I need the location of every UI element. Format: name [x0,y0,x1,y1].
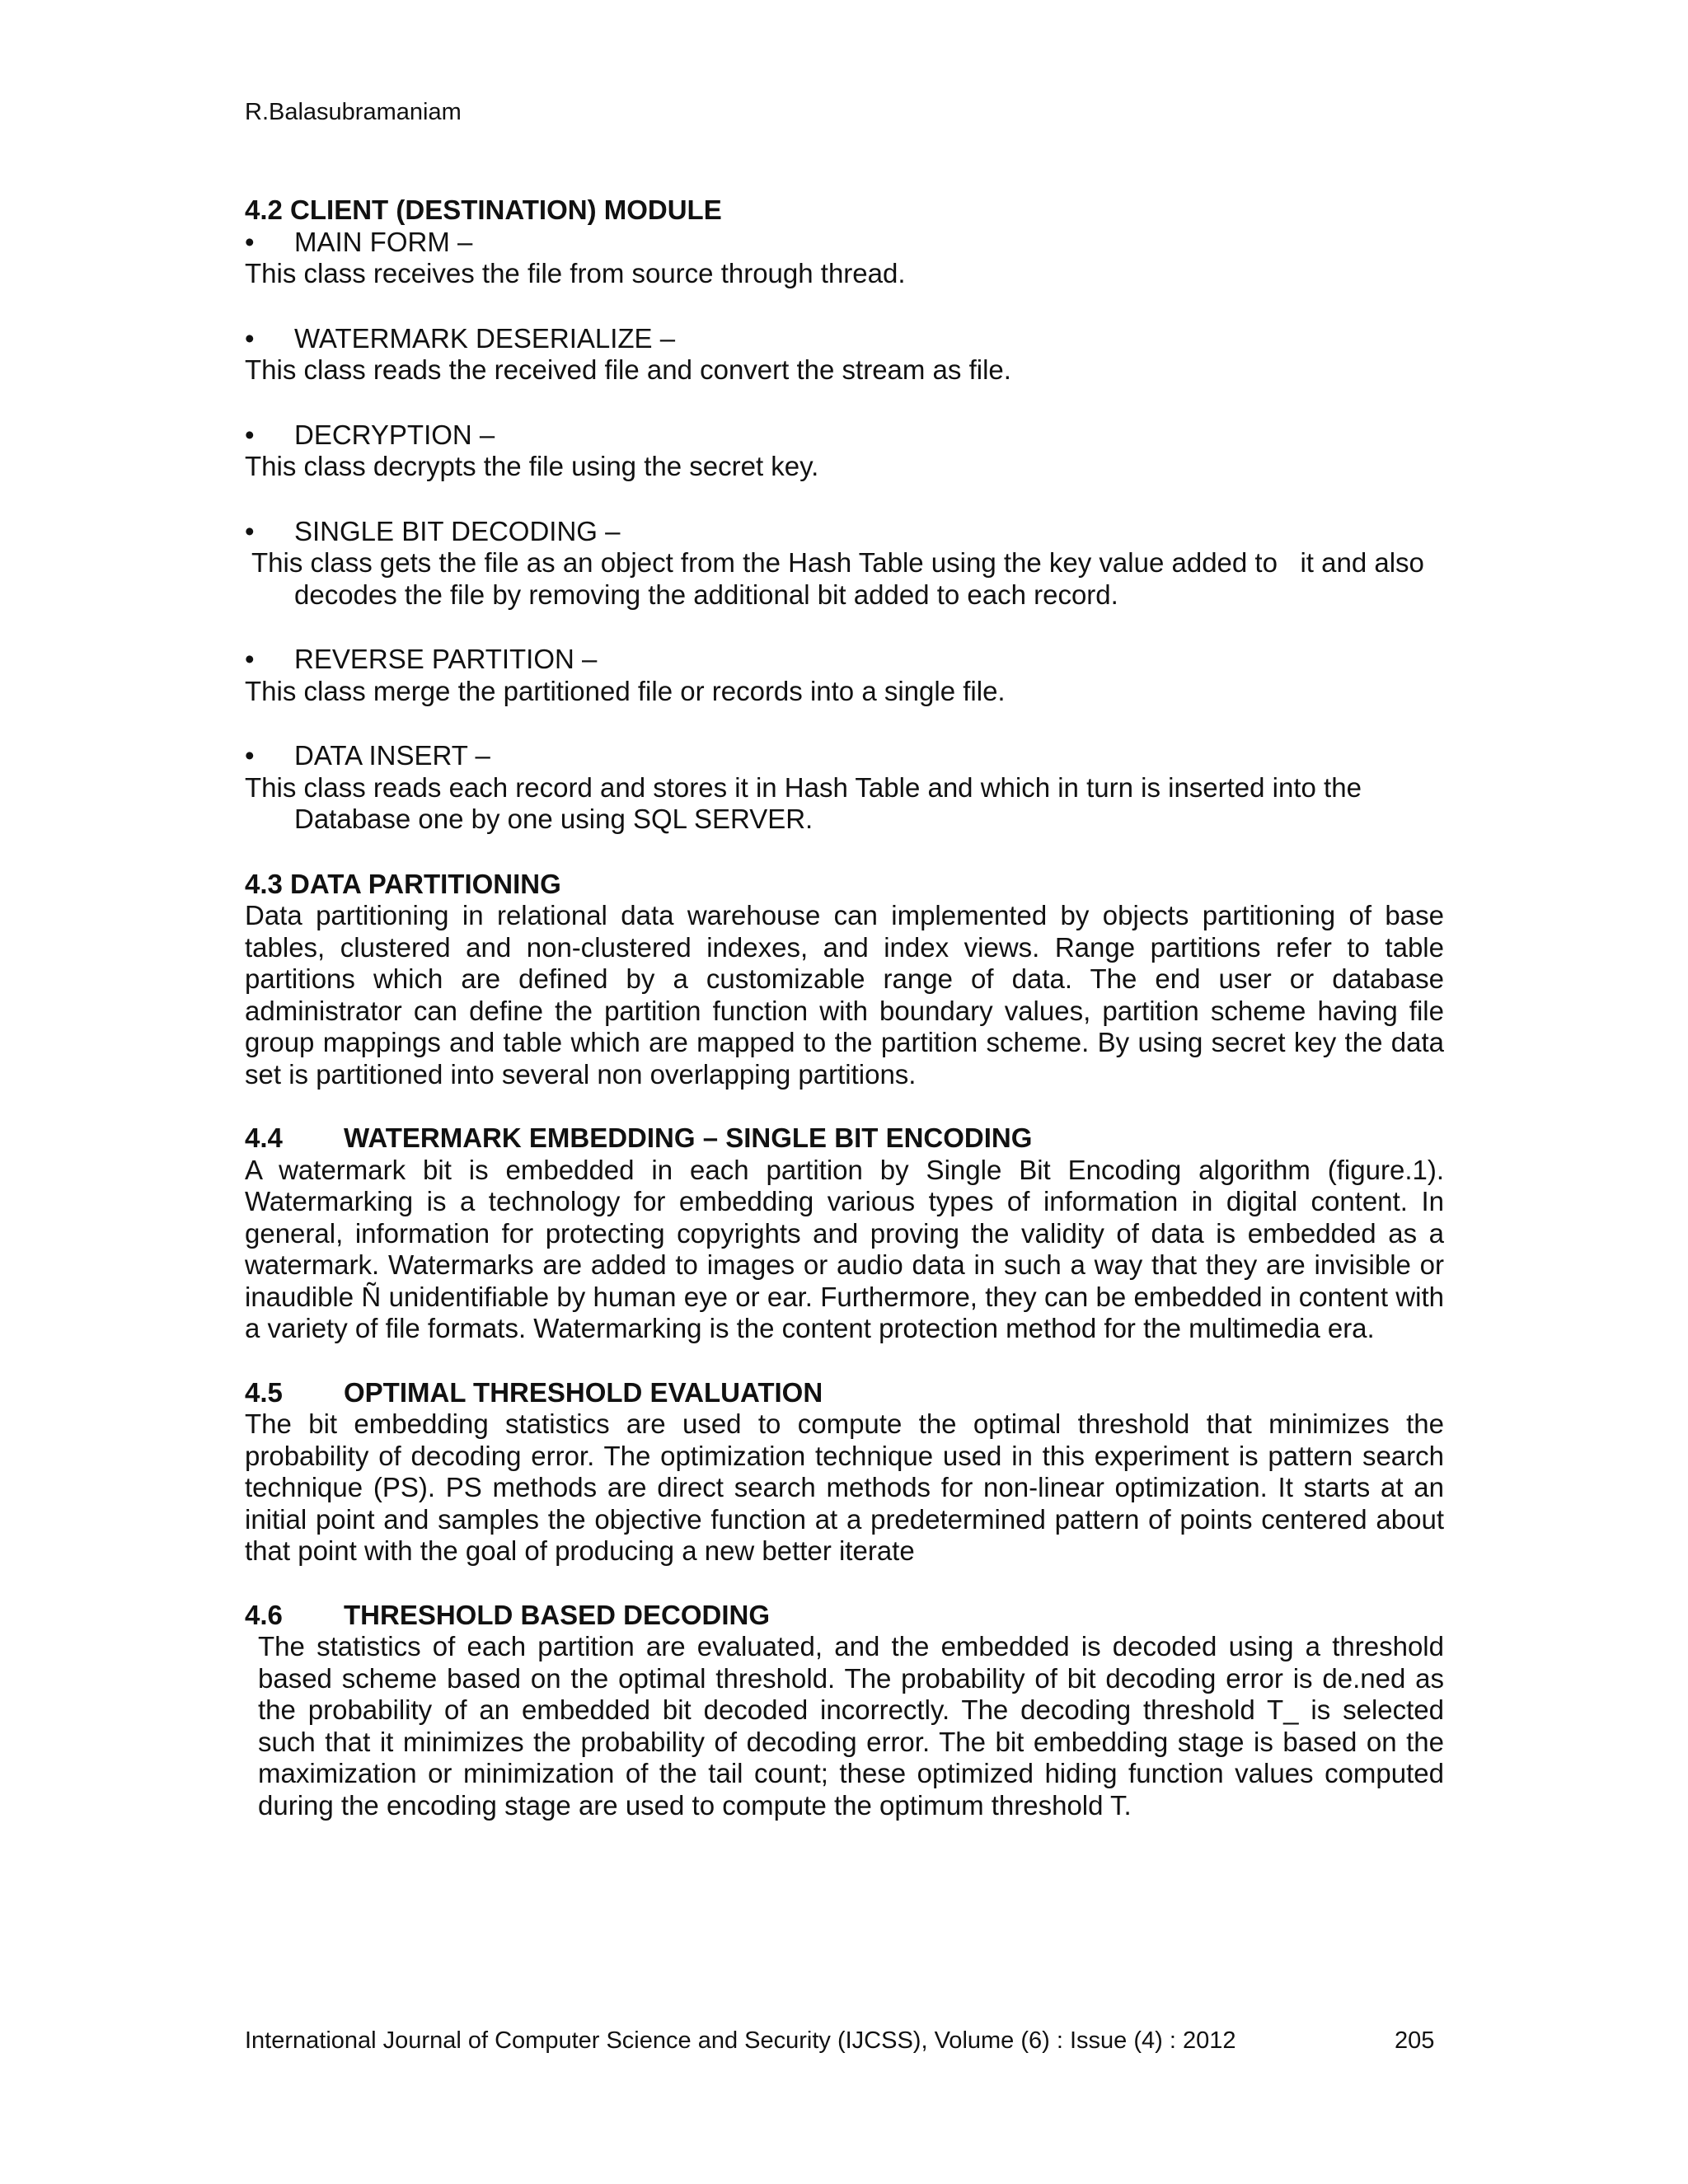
list-item-description: This class reads the received file and convert the stream as file. [245,354,1011,385]
page-number: 205 [1395,2027,1435,2054]
list-item-title: • DATA INSERT – [245,740,490,771]
running-header-author: R.Balasubramaniam [245,99,462,125]
section-heading-4-2: 4.2 CLIENT (DESTINATION) MODULE [245,194,722,225]
section-heading-4-6 [245,1600,1444,1632]
section-heading-4-3: 4.3 DATA PARTITIONING [245,868,561,899]
bullet-icon: • [245,644,255,674]
list-item-description: This class decrypts the file using the secret key. [245,451,819,481]
list-item-description: This class merge the partitioned file or records into a single file. [245,675,1006,706]
list-item-description: This class gets the file as an object from the Hash Table using the key value added to it and also decodes the file by removing the additional bit added to each record. [251,547,1424,610]
page-body [245,194,1444,1854]
section-title: THRESHOLD BASED DECODING [344,1599,771,1630]
list-item-title: • MAIN FORM – [245,226,473,257]
section-body-4-6: The statistics of each partition are evaluated, and the embedded is decoded using a threshold based scheme based on the optimal threshold. The probability of bit decoding error is de.ned as the probability of an embedded bit decoded incorrectly. The decoding threshold T_ is selected such that it minimizes the probability of decoding error. The bit embedding stage is based on the maximization or minimization of the tail count; these optimized hiding function values computed during the encoding stage are used to compute the optimum threshold T. [258,1631,1444,1821]
footer-journal-citation: International Journal of Computer Science and Security (IJCSS), Volume (6) : Issue (4) : 2012 [245,2027,1236,2054]
bullet-icon: • [245,515,255,546]
section-heading-4-4 [245,1122,1444,1155]
bullet-icon: • [245,322,255,354]
list-item-title: • REVERSE PARTITION – [245,644,598,674]
list-item-title: • DECRYPTION – [245,419,495,450]
section-heading-4-5 [245,1377,1444,1409]
list-item-title: • SINGLE BIT DECODING – [245,515,621,546]
list-item-description: This class receives the file from source through thread. [245,258,906,288]
bullet-icon: • [245,740,255,771]
section-title: OPTIMAL THRESHOLD EVALUATION [344,1376,823,1408]
section-number: 4.6 [245,1599,283,1630]
section-body-4-3: Data partitioning in relational data warehouse can implemented by objects partitioning of base tables, clustered and non-clustered indexes, and index views. Range partitions refer to table partitions which are defined by a customizable range of data. The end user or database administrator can define the partition function with boundary values, partition scheme having file group mappings and table which are mapped to the partition scheme. By using secret key the data set is partitioned into several non overlapping partitions. [245,900,1444,1090]
section-body-4-5: The bit embedding statistics are used to compute the optimal threshold that minimizes the probability of decoding error. The optimization technique used in this experiment is pattern search technique (PS). PS methods are direct search methods for non-linear optimization. It starts at an initial point and samples the objective function at a predetermined pattern of points centered about that point with the goal of producing a new better iterate [245,1408,1444,1566]
section-number: 4.4 [245,1122,283,1153]
list-item-description: This class reads each record and stores it in Hash Table and which in turn is inserted into the Database one by one using SQL SERVER. [245,771,1362,834]
bullet-icon: • [245,226,255,257]
list-item-title: • WATERMARK DESERIALIZE – [245,322,676,354]
section-body-4-4: A watermark bit is embedded in each partition by Single Bit Encoding algorithm (figure.1). Watermarking is a technology for embedding various types of information in digital content. In general, information for protecting copyrights and proving the validity of data is embedded as a watermark. Watermarks are added to images or audio data in such a way that they are invisible or inaudible Ñ unidentifiable by human eye or ear. Furthermore, they can be embedded in content with a variety of file formats. Watermarking is the content protection method for the multimedia era. [245,1154,1444,1343]
section-title: WATERMARK EMBEDDING – SINGLE BIT ENCODING [344,1122,1033,1153]
section-number: 4.5 [245,1376,283,1408]
bullet-icon: • [245,419,255,450]
